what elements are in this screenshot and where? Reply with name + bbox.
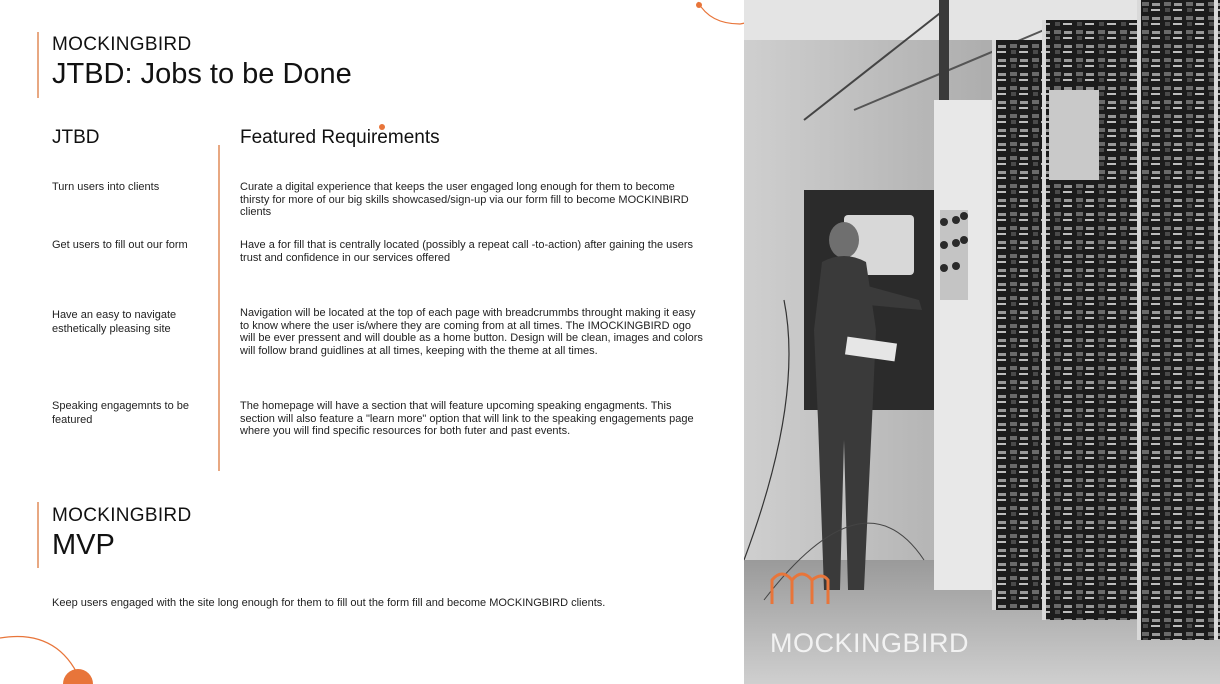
requirements-column-heading: Featured Requirements	[240, 127, 440, 148]
requirement-item: Curate a digital experience that keeps the user engaged long enough for them to become thirsty for more of our big skills showcased/sign-up via our form fill to become MOCKINBIRD clients	[240, 181, 689, 218]
requirement-item: The homepage will have a section that will feature upcoming speaking engagments. This section will also feature a "learn more" option that will link to the speaking engagements page where you will find specific resources for both futer and past events.	[240, 400, 694, 437]
jtbd-item: Turn users into clients	[52, 181, 160, 193]
bottom-decor-arc	[0, 628, 110, 684]
brand-wordmark: MOCKINGBIRD	[770, 628, 970, 658]
requirement-item: Navigation will be located at the top of each page with breadcrummbs throught making it easy to know where the user is/where they are coming from at all times. The IMOCKINGBIRD ogo will be ever pressent and will double as a home button. Design will be clean, images and colors will follow brand guidlines at all times, keeping with the theme at all times.	[240, 307, 703, 357]
mvp-title: MVP	[52, 529, 115, 561]
mvp-accent-bar	[37, 502, 39, 568]
header-accent-bar	[37, 32, 39, 98]
jtbd-item: Have an easy to navigate esthetically pleasing site	[52, 309, 177, 335]
header-kicker: MOCKINGBIRD	[52, 34, 192, 55]
mvp-body: Keep users engaged with the site long enough for them to fill out the form fill and become MOCKINGBIRD clients.	[52, 597, 606, 609]
requirement-item: Have a for fill that is centrally located (possibly a repeat call -to-action) after gaining the users trust and confidence in our services offered	[240, 239, 694, 264]
jtbd-item: Get users to fill out our form	[52, 239, 188, 251]
page-title: JTBD: Jobs to be Done	[52, 58, 352, 90]
mockingbird-m-logo-icon	[768, 566, 832, 606]
jtbd-column-heading: JTBD	[52, 127, 100, 148]
jtbd-item: Speaking engagemnts to be featured	[52, 400, 189, 426]
mvp-kicker: MOCKINGBIRD	[52, 505, 192, 526]
column-divider	[218, 145, 220, 471]
